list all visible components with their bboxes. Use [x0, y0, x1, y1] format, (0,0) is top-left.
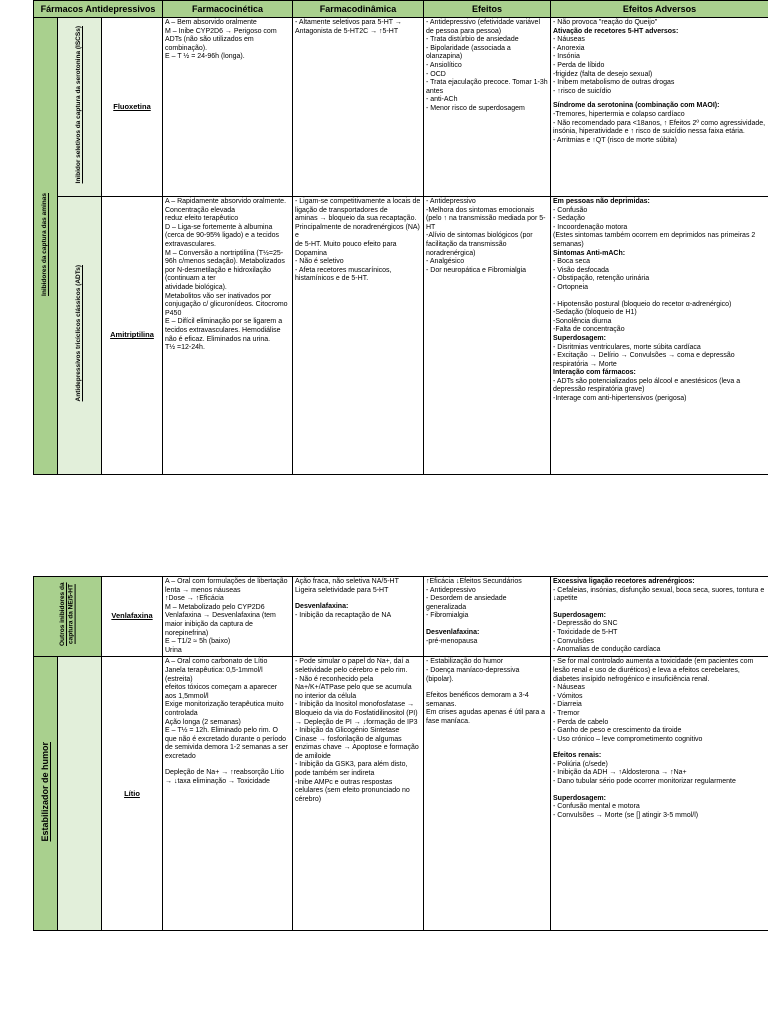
effects-fluoxetine: - Antidepressivo (efetividade variável de pessoa para pessoa) - Trata distúrbio de ansiedade - Bipolaridade (associada a olanzapina) - Ansiolítico - OCD - Trata ejaculação precoce. Tomar 1-3h antes - anti-ACh - Menor risco de superdosagem	[424, 18, 551, 197]
class-label: Antidepressivos tricíclicos clássicos (ADTs)	[75, 265, 83, 402]
header-pharmacokinetics: Farmacocinética	[163, 1, 293, 18]
class-label: Inibidor seletivos da captura da serotonina (ISCSs)	[75, 26, 83, 184]
class-label: Outros inibidores da captura da NE/5-HT	[58, 583, 75, 647]
pk-lithium: A – Oral como carbonato de Lítio Janela terapêutica: 0,5-1mmol/l (estreita) efeitos tóxicos começam a aparecer aos 1,5mmol/l Exige monitorização terapêutica muito controlada Ação longa (2 semanas) E – T½ = 12h. Eliminado pelo rim. O que não é excretado durante o período de semivida demora 1-2 semanas a ser excretado Depleção de Na+ → ↑reabsorção Lítio → ↓taxa eliminação → Toxicidade	[163, 657, 293, 931]
effects-amitriptyline: - Antidepressivo -Melhora dos sintomas emocionais (pelo ↑ na transmissão mediada por 5-HT -Alívio de sintomas biológicos (por facilitação da transmissão noradrenérgica) - Analgésico - Dor neuropática e Fibromialgia	[424, 197, 551, 475]
drug-amitriptyline: Amitriptilina	[102, 197, 163, 475]
pk-amitriptyline: A – Rapidamente absorvido oralmente. Concentração elevada reduz efeito terapêutico D – Liga-se fortemente à albumina (cerca de 90-95% ligado) e a tecidos extravasculares. M – Conversão a nortriptilina (T½=25-96h c/menos sedação). Metabolizados por N-desmetilação e hidroxilação (continuam a ter atividade biológica). Metabolitos vão ser inativados por conjugação c/ glicuronídeos. Citocromo P450 E – Difícil eliminação por se ligarem a tecidos extravasculares. Hemodiálise não é eficaz. Eliminados na urina. T½ =12-24h.	[163, 197, 293, 475]
class-ssri	[58, 18, 102, 197]
adverse-amitriptyline: Em pessoas não deprimidas: - Confusão - Sedação - Incoordenação motora (Estes sintomas também ocorrem em deprimidos nas primeiras 2 semanas) Sintomas Anti-mACh: - Boca seca - Visão desfocada - Obstipação, retenção urinária - Ortopneia - Hipotensão postural (bloqueio do recetor α-adrenérgico) -Sedação (bloqueio de H1) -Sonolência diurna -Falta de concentração Superdosagem: - Disritmias ventriculares, morte súbita cardíaca - Excitação → Delírio → Convulsões → coma e depressão respiratória → Morte Interação com fármacos: - ADTs são potencializados pelo álcool e anestésicos (leva a depressão respiratória grave) -Interage com anti-hipertensivos (perigosa)	[551, 197, 768, 475]
adverse-fluoxetine: - Não provoca "reação do Queijo" Ativação de recetores 5-HT adversos: - Náuseas - Anorexia - Insónia - Perda de líbido -frigidez (falta de desejo sexual) - Inibem metabolismo de outras drogas - ↑risco de suicídio Síndrome da serotonina (combinação com MAOI): -Tremores, hipertermia e colapso cardíaco - Não recomendado para <18anos, ↑ Efeitos 2º como agressividade, insónia, hiperatividade e ↑ risco de suicídio nessa faixa etária. - Arritmias e ↑QT (risco de morte súbita)	[551, 18, 768, 197]
antidepressants-table	[33, 0, 768, 475]
group-amine-uptake-inhibitors	[34, 18, 58, 475]
row-fluoxetine	[34, 18, 768, 197]
class-empty	[58, 657, 102, 931]
mood-stabilizer-table	[33, 576, 768, 931]
row-amitriptyline	[34, 197, 768, 475]
row-lithium	[34, 657, 768, 931]
class-tca	[58, 197, 102, 475]
adverse-venlafaxine: Excessiva ligação recetores adrenérgicos: - Cefaleias, insónias, disfunção sexual, boca seca, suores, tontura e ↓apetite Superdosagem: - Depressão do SNC - Toxicidade de 5-HT - Convulsões - Anomalias de condução cardíaca	[551, 577, 768, 657]
header-pharmacodynamics: Farmacodinâmica	[293, 1, 424, 18]
effects-lithium: - Estabilização do humor - Doença maníaco-depressiva (bipolar). Efeitos benéficos demoram a 3-4 semanas. Em crises agudas apenas é útil para a fase maníaca.	[424, 657, 551, 931]
pd-fluoxetine: - Altamente seletivos para 5-HT → Antagonista de 5-HT2C → ↑5-HT	[293, 18, 424, 197]
group-mood-stabilizer	[34, 657, 58, 931]
class-snri	[34, 577, 102, 657]
pd-lithium: - Pode simular o papel do Na+, daí a seletividade pelo cérebro e pelo rim. - Não é reconhecido pela Na+/K+/ATPase pelo que se acumula no interior da célula - Inibição da Inositol monofosfatase → Bloqueio da via do Fosfatidilinositol (PI) → Depleção de PI → ↓formação de IP3 - Inibição da Glicogénio Sintetase Cinase → fosforilação de algumas enzimas chave → Apoptose e formação de amiloide - Inibição da GSK3, para além disto, pode também ser indireta -Inibe AMPc e outras respostas celulares (sem efeito pronunciado no cérebro)	[293, 657, 424, 931]
pd-amitriptyline: - Ligam-se competitivamente a locais de ligação de transportadores de aminas → bloqueio da sua recaptação. Principalmente de noradrenérgicos (NA) e de 5-HT. Muito pouco efeito para Dopamina - Não é seletivo - Afeta recetores muscarínicos, histamínicos e de 5-HT.	[293, 197, 424, 475]
header-row	[34, 1, 768, 18]
effects-venlafaxine: ↑Eficácia ↓Efeitos Secundários - Antidepressivo - Desordem de ansiedade generalizada - Fibromialgia Desvenlafaxina: -pré-menopausa	[424, 577, 551, 657]
pk-fluoxetine: A – Bem absorvido oralmente M – Inibe CYP2D6 → Perigoso com ADTs (não são utilizados em combinação). E – T ½ = 24-96h (longa).	[163, 18, 293, 197]
adverse-lithium: - Se for mal controlado aumenta a toxicidade (em pacientes com lesão renal e uso de diuréticos) e leva a efeitos cerebelares, diabetes insípido nefrogénico e insuficiência renal. - Náuseas - Vómitos - Diarreia - Tremor - Perda de cabelo - Ganho de peso e crescimento da tiroide - Uso crónico – leve comprometimento cognitivo Efeitos renais: - Poliúria (c/sede) - Inibição da ADH → ↑Aldosterona → ↑Na+ - Dano tubular sério pode ocorrer monitorizar regularmente Superdosagem: - Confusão mental e motora - Convulsões → Morte (se [] atingir 3-5 mmol/l)	[551, 657, 768, 931]
group-label: Inibidores da captura das aminas	[41, 192, 49, 296]
row-venlafaxine	[34, 577, 768, 657]
header-adverse-effects: Efeitos Adversos	[551, 1, 768, 18]
drug-fluoxetine: Fluoxetina	[102, 18, 163, 197]
drug-venlafaxine: Venlafaxina	[102, 577, 163, 657]
pk-venlafaxine: A – Oral com formulações de libertação lenta → menos náuseas ↑Dose → ↑Eficácia M – Metabolizado pelo CYP2D6 Venlafaxina → Desvenlafaxina (tem maior inibição da captura de norepinefrina) E – T1/2 ≈ 5h (baixo) Urina	[163, 577, 293, 657]
pd-venlafaxine: Ação fraca, não seletiva NA/5-HT Ligeira seletividade para 5-HT Desvenlafaxina: - Inibição da recaptação de NA	[293, 577, 424, 657]
drug-lithium: Lítio	[102, 657, 163, 931]
group-label: Estabilizador de humor	[40, 742, 51, 842]
header-drugs: Fármacos Antidepressivos	[34, 1, 163, 18]
header-effects: Efeitos	[424, 1, 551, 18]
